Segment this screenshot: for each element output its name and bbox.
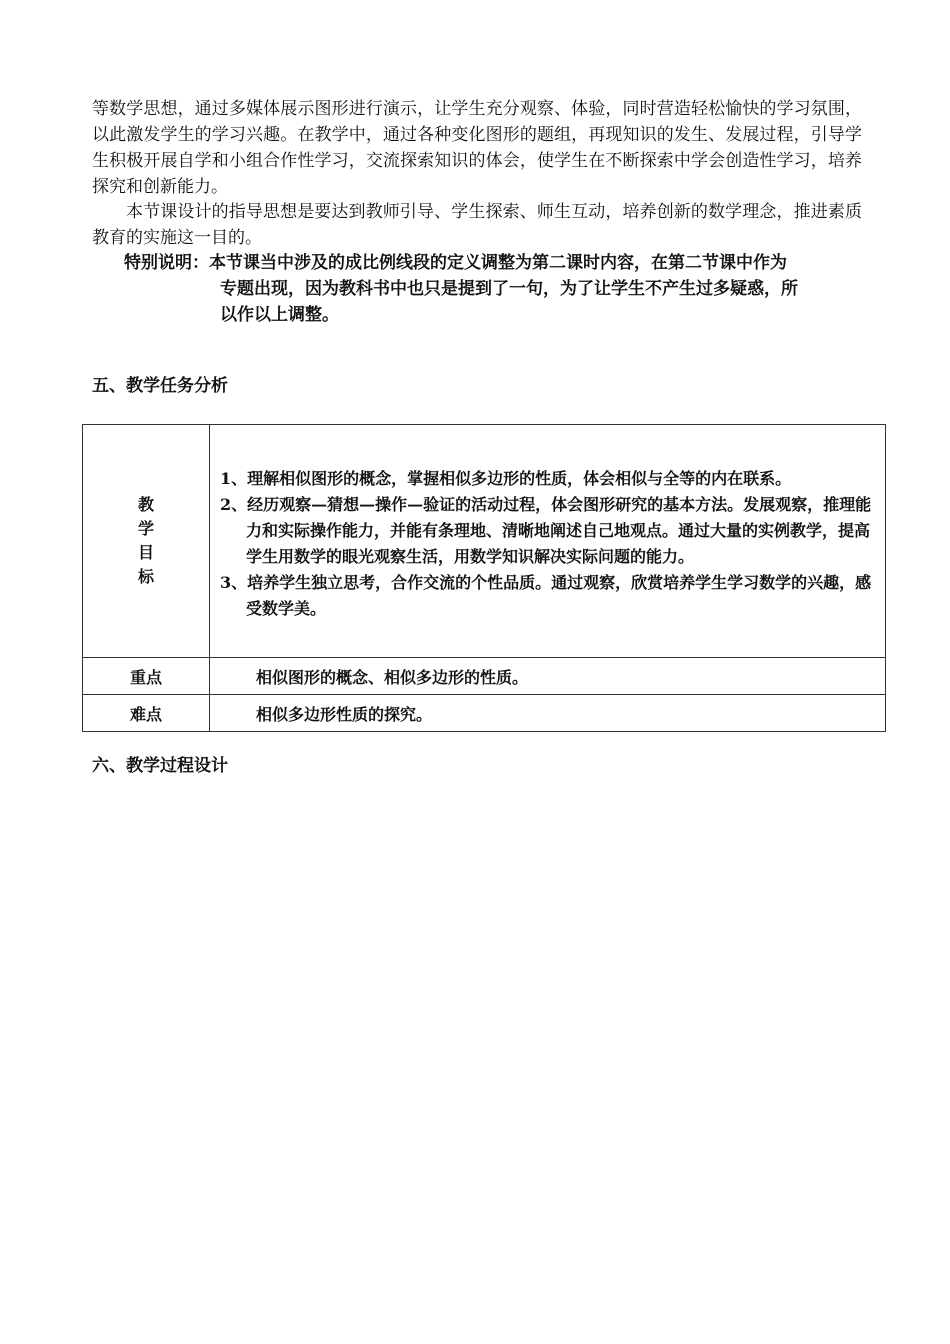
goals-cell [210, 425, 886, 658]
goal-item: 2、经历观察—猜想—操作—验证的活动过程，体会图形研究的基本方法。发展观察，推理能力和实际操作能力，并能有条理地、清晰地阐述自己地观点。通过大量的实例教学，提高学生用数学的眼光观察生活，用数学知识解决实际问题的能力。 [220, 495, 872, 566]
goal-header-char: 目 [137, 543, 154, 562]
key-point-label: 重点 [83, 658, 210, 695]
special-note [124, 250, 864, 328]
table-row-difficulty [83, 695, 886, 732]
special-note-line-3: 以作以上调整。 [220, 305, 339, 325]
goal-header-char: 教 [137, 495, 154, 514]
key-point-value: 相似图形的概念、相似多边形的性质。 [210, 658, 886, 695]
section-5-heading: 五、教学任务分析 [92, 376, 228, 396]
special-note-label: 特别说明： [124, 253, 209, 273]
table-row-key-point [83, 658, 886, 695]
goal-item: 1、理解相似图形的概念，掌握相似多边形的性质，体会相似与全等的内在联系。 [220, 469, 792, 488]
difficulty-value: 相似多边形性质的探究。 [210, 695, 886, 732]
goal-header-char: 标 [137, 567, 154, 586]
goal-header-char: 学 [137, 519, 154, 538]
task-analysis-table [82, 424, 886, 732]
special-note-line-1: 本节课当中涉及的成比例线段的定义调整为第二课时内容，在第二节课中作为 [209, 253, 787, 273]
difficulty-label: 难点 [83, 695, 210, 732]
section-6-heading: 六、教学过程设计 [92, 756, 228, 776]
goal-header-cell [83, 425, 210, 658]
special-note-line-2: 专题出现，因为教科书中也只是提到了一句，为了让学生不产生过多疑惑，所 [220, 279, 798, 299]
table-row-goals [83, 425, 886, 658]
goal-item: 3、培养学生独立思考，合作交流的个性品质。通过观察，欣赏培养学生学习数学的兴趣，感受数学美。 [220, 573, 872, 618]
intro-paragraph: 等数学思想，通过多媒体展示图形进行演示，让学生充分观察、体验，同时营造轻松愉快的学习氛围，以此激发学生的学习兴趣。在教学中，通过各种变化图形的题组，再现知识的发生、发展过程，引导学生积极开展自学和小组合作性学习，交流探索知识的体会，使学生在不断探索中学会创造性学习，培养探究和创新能力。 [92, 99, 862, 197]
guiding-idea-paragraph: 本节课设计的指导思想是要达到教师引导、学生探索、师生互动，培养创新的数学理念，推进素质教育的实施这一目的。 [92, 202, 862, 248]
